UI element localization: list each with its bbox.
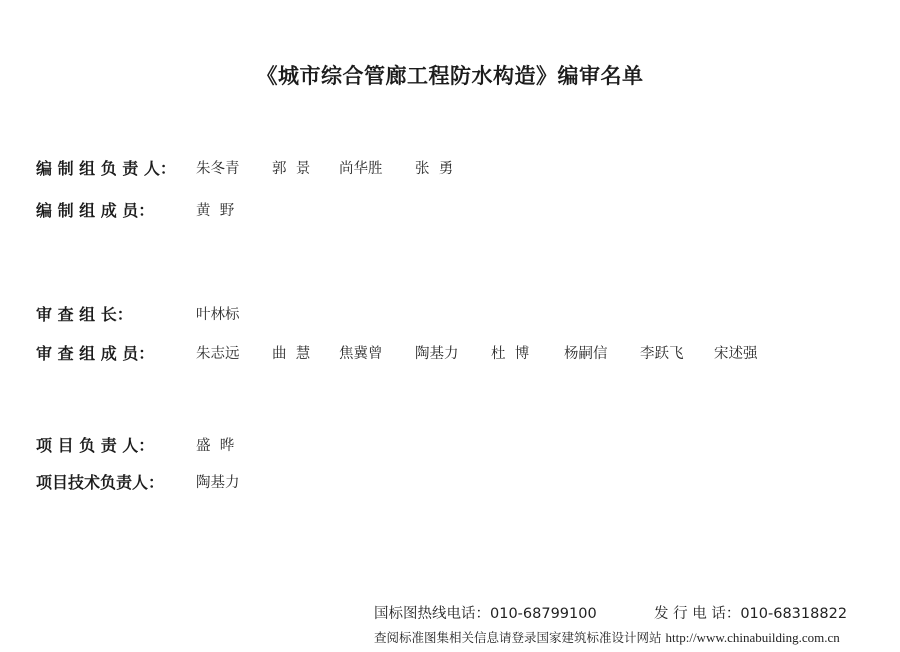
person-name: 陶基力 <box>415 345 459 362</box>
review-head-row <box>36 301 240 325</box>
website-url: http://www.chinabuilding.com.cn <box>665 630 840 645</box>
tech-leader-row <box>36 469 240 493</box>
compile-leaders-row <box>36 155 453 179</box>
review-head-label: 审 查 组 长： <box>36 304 133 324</box>
compile-members-names <box>196 199 234 220</box>
person-name: 叶林标 <box>196 306 240 323</box>
person-name: 郭 景 <box>272 160 311 177</box>
review-members-row <box>36 340 758 364</box>
person-name: 宋述强 <box>714 345 758 362</box>
footer-note-text: 查阅标准图集相关信息请登录国家建筑标准设计网站 <box>374 630 662 645</box>
person-name: 焦冀曾 <box>339 345 383 362</box>
project-leader-row <box>36 432 234 456</box>
page-title: 《城市综合管廊工程防水构造》编审名单 <box>256 64 644 88</box>
compile-members-row <box>36 197 234 221</box>
review-members-names <box>196 342 758 363</box>
person-name: 李跃飞 <box>640 345 684 362</box>
compile-members-label: 编 制 组 成 员： <box>36 200 155 220</box>
person-name: 朱志远 <box>196 345 240 362</box>
review-members-label: 审 查 组 成 员： <box>36 343 155 363</box>
person-name: 张 勇 <box>415 160 454 177</box>
person-name: 陶基力 <box>196 474 240 491</box>
footer-note <box>374 628 894 646</box>
person-name: 曲 慧 <box>272 345 311 362</box>
hotline-phone: 国标图热线电话：010-68799100 <box>374 606 597 622</box>
tech-leader-label: 项目技术负责人： <box>36 472 165 492</box>
person-name: 杨嗣信 <box>564 345 608 362</box>
person-name: 尚华胜 <box>339 160 383 177</box>
person-name: 盛 晔 <box>196 437 235 454</box>
tech-leader-names <box>196 471 240 492</box>
review-head-names <box>196 303 240 324</box>
footer-phones <box>374 602 894 623</box>
person-name: 朱冬青 <box>196 160 240 177</box>
sales-phone: 发 行 电 话：010-68318822 <box>654 606 848 622</box>
project-leader-names <box>196 434 234 455</box>
project-leader-label: 项 目 负 责 人： <box>36 435 155 455</box>
person-name: 黄 野 <box>196 202 235 219</box>
compile-leaders-label: 编 制 组 负 责 人： <box>36 158 176 178</box>
person-name: 杜 博 <box>491 345 530 362</box>
compile-leaders-names <box>196 157 453 178</box>
